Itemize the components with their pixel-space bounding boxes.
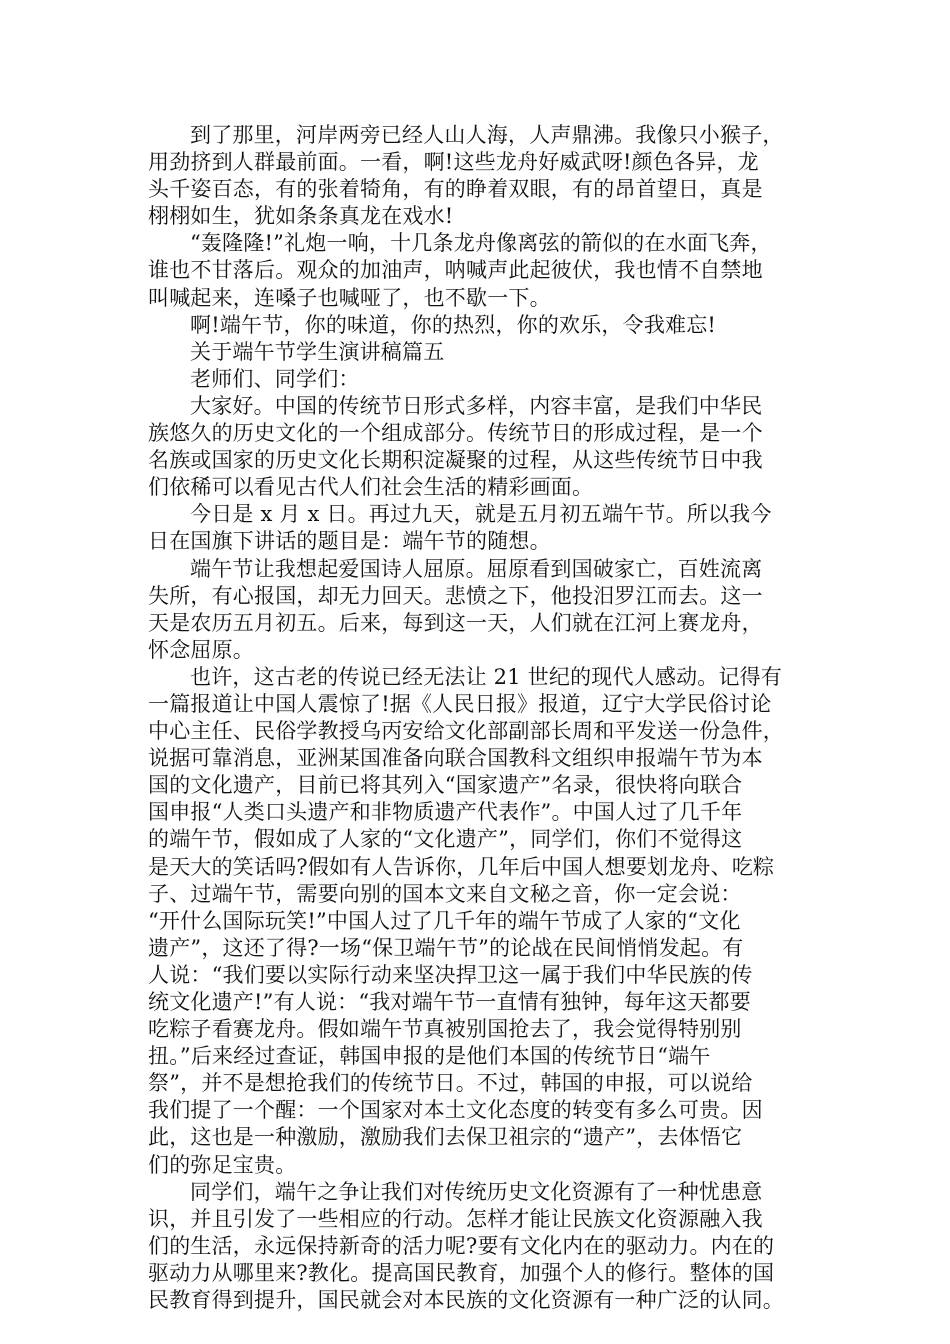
text-line: 扭。”后来经过查证，韩国申报的是他们本国的传统节日“端午: [148, 1044, 711, 1069]
text-line: 此，这也是一种激励，激励我们去保卫祖宗的“遗产”，去体悟它: [148, 1125, 743, 1150]
text-line: 子、过端午节，需要向别的国本文来自文秘之音，你一定会说：: [148, 881, 742, 906]
text-line: 识，并且引发了一些相应的行动。怎样才能让民族文化资源融入我: [148, 1206, 763, 1231]
text-line: 怀念屈原。: [148, 637, 254, 662]
text-line: 人说：“我们要以实际行动来坚决捍卫这一属于我们中华民族的传: [148, 962, 753, 987]
text-line: 失所，有心报国，却无力回天。悲愤之下，他投汨罗江而去。这一: [148, 583, 763, 608]
text-line: 叫喊起来，连嗓子也喊哑了，也不歇一下。: [148, 285, 551, 310]
text-line: 栩栩如生，犹如条条真龙在戏水!: [148, 204, 454, 229]
text-line: 关于端午节学生演讲稿篇五: [190, 339, 445, 364]
text-line: 天是农历五月初五。后来，每到这一天，人们就在江河上赛龙舟，: [148, 610, 763, 635]
text-line: 说据可靠消息，亚洲某国准备向联合国教科文组织申报端午节为本: [148, 746, 763, 771]
text-line: 的端午节，假如成了人家的“文化遗产”，同学们，你们不觉得这: [148, 827, 743, 852]
text-line: 啊!端午节，你的味道，你的热烈，你的欢乐，令我难忘!: [190, 312, 717, 337]
text-line: 民教育得到提升，国民就会对本民族的文化资源有一种广泛的认同。: [148, 1288, 784, 1313]
text-line: 祭”，并不是想抢我们的传统节日。不过，韩国的申报，可以说给: [148, 1071, 753, 1096]
text-line: 统文化遗产!”有人说：“我对端午节一直情有独钟，每年这天都要: [148, 990, 751, 1014]
text-line: 到了那里，河岸两旁已经人山人海，人声鼎沸。我像只小猴子，: [190, 123, 784, 147]
text-line: 用劲挤到人群最前面。一看，啊!这些龙舟好威武呀!颜色各异，龙: [148, 150, 759, 175]
text-line: “轰隆隆!”礼炮一响，十几条龙舟像离弦的箭似的在水面飞奔，: [190, 231, 772, 256]
text-line: 一篇报道让中国人震惊了!据《人民日报》报道，辽宁大学民俗讨论: [148, 691, 772, 716]
text-line: “开什么国际玩笑!”中国人过了几千年的端午节成了人家的“文化: [148, 908, 741, 933]
text-line: 老师们、同学们：: [190, 366, 360, 391]
text-line: 们依稀可以看见古代人们社会生活的精彩画面。: [148, 475, 594, 500]
text-line: 名族或国家的历史文化长期积淀凝聚的过程，从这些传统节日中我: [148, 448, 763, 473]
text-line: 同学们，端午之争让我们对传统历史文化资源有了一种忧患意: [190, 1179, 763, 1204]
text-line: 国申报“人类口头遗产和非物质遗产代表作”。中国人过了几千年: [148, 800, 743, 825]
text-line: 族悠久的历史文化的一个组成部分。传统节日的形成过程，是一个: [148, 421, 763, 446]
text-line: 大家好。中国的传统节日形式多样，内容丰富，是我们中华民: [190, 393, 763, 418]
text-line: 遗产”，这还了得?一场“保卫端午节”的论战在民间悄悄发起。有: [148, 935, 744, 960]
text-line: 是天大的笑话吗?假如有人告诉你，几年后中国人想要划龙舟、吃粽: [148, 854, 775, 879]
text-line: 我们提了一个醒：一个国家对本土文化态度的转变有多么可贵。因: [148, 1098, 763, 1123]
text-line: 头千姿百态，有的张着犄角，有的睁着双眼，有的昂首望日，真是: [148, 177, 763, 202]
document-body-text: [148, 122, 820, 1314]
text-line: 们的弥足宝贵。: [148, 1152, 297, 1177]
text-line: 们的生活，永远保持新奇的活力呢?要有文化内在的驱动力。内在的: [148, 1233, 775, 1258]
text-line: 国的文化遗产，目前已将其列入“国家遗产”名录，很快将向联合: [148, 773, 743, 798]
text-line: 谁也不甘落后。观众的加油声，呐喊声此起彼伏，我也情不自禁地: [148, 258, 763, 283]
text-line: 驱动力从哪里来?教化。提高国民教育，加强个人的修行。整体的国: [148, 1260, 775, 1285]
text-line: 中心主任、民俗学教授乌丙安给文化部副部长周和平发送一份急件，: [148, 719, 784, 744]
text-line: 端午节让我想起爱国诗人屈原。屈原看到国破家亡，百姓流离: [190, 556, 763, 581]
text-line: 今日是 x 月 x 日。再过九天，就是五月初五端午节。所以我今: [190, 502, 772, 527]
text-line: 也许，这古老的传说已经无法让 21 世纪的现代人感动。记得有: [190, 664, 783, 689]
text-line: 吃粽子看赛龙舟。假如端午节真被别国抢去了，我会觉得特别别: [148, 1017, 742, 1042]
text-line: 日在国旗下讲话的题目是：端午节的随想。: [148, 529, 551, 554]
